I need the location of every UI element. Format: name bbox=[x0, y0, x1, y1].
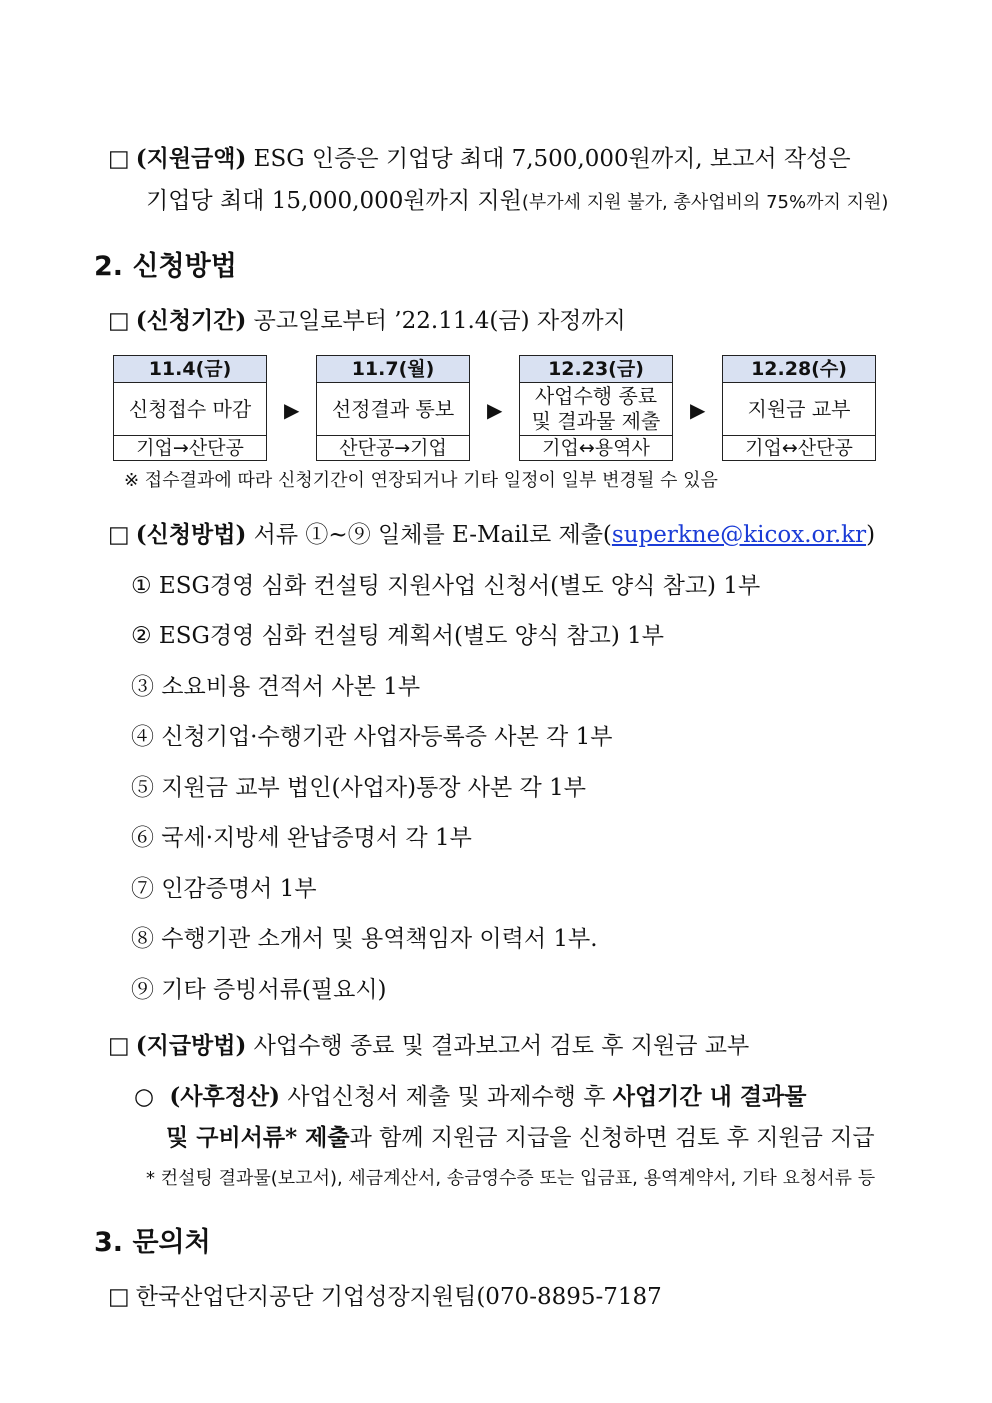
timeline-task: 지원금 교부 bbox=[747, 396, 851, 421]
checkbox-icon: □ bbox=[108, 146, 130, 172]
funding-line-1 bbox=[108, 140, 851, 173]
timeline-step-2 bbox=[316, 355, 470, 461]
document-item: ④ 신청기업·수행기관 사업자등록증 사본 각 1부 bbox=[131, 724, 613, 750]
funding-text-2: 기업당 최대 15,000,000원까지 지원 bbox=[146, 188, 522, 214]
period-label: (신청기간) bbox=[135, 307, 247, 334]
method-line bbox=[108, 516, 875, 549]
settlement-bold-2: 및 구비서류* 제출 bbox=[166, 1124, 350, 1151]
contact-text: 한국산업단지공단 기업성장지원팀(070-8895-7187 bbox=[135, 1284, 662, 1310]
checkbox-icon: □ bbox=[108, 308, 130, 334]
method-text: 서류 ①~⑨ 일체를 E-Mail로 제출( bbox=[246, 522, 612, 548]
timeline-date: 12.28(수) bbox=[723, 356, 875, 383]
method-close: ) bbox=[866, 522, 876, 548]
arrow-right-icon: ▶ bbox=[284, 398, 300, 422]
timeline-step-4 bbox=[722, 355, 876, 461]
timeline-date: 12.23(금) bbox=[520, 356, 672, 383]
timeline-task: 선정결과 통보 bbox=[331, 396, 455, 421]
document-item: ⑨ 기타 증빙서류(필요시) bbox=[131, 977, 387, 1003]
arrow-right-icon: ▶ bbox=[690, 398, 706, 422]
timeline-task: 사업수행 종료 및 결과물 제출 bbox=[531, 384, 661, 433]
document-item: ① ESG경영 심화 컨설팅 지원사업 신청서(별도 양식 참고) 1부 bbox=[131, 573, 761, 599]
settlement-label: (사후정산) bbox=[169, 1083, 281, 1110]
method-label: (신청방법) bbox=[135, 521, 247, 548]
funding-note: (부가세 지원 불가, 총사업비의 75%까지 지원) bbox=[521, 192, 889, 213]
arrow-right-icon: ▶ bbox=[487, 398, 503, 422]
timeline-step-3 bbox=[519, 355, 673, 461]
timeline-note: ※ 접수결과에 따라 신청기간이 연장되거나 기타 일정이 일부 변경될 수 있음 bbox=[124, 470, 718, 491]
checkbox-icon: □ bbox=[108, 1033, 130, 1059]
checkbox-icon: □ bbox=[108, 522, 130, 548]
timeline-date: 11.7(월) bbox=[317, 356, 469, 383]
document-item: ⑦ 인감증명서 1부 bbox=[131, 876, 317, 902]
bullet-icon: ○ bbox=[134, 1084, 155, 1110]
payment-text: 사업수행 종료 및 결과보고서 검토 후 지원금 교부 bbox=[246, 1033, 750, 1059]
payment-line bbox=[108, 1027, 749, 1060]
payment-label: (지급방법) bbox=[135, 1032, 247, 1059]
document-item: ⑤ 지원금 교부 법인(사업자)통장 사본 각 1부 bbox=[131, 775, 586, 801]
settlement-footnote: * 컨설팅 결과물(보고서), 세금계산서, 송금영수증 또는 입금표, 용역계약서, 기타 요청서류 등 bbox=[146, 1168, 876, 1189]
timeline-flow: 기업↔산단공 bbox=[723, 435, 875, 462]
email-link[interactable]: superkne@kicox.or.kr bbox=[611, 522, 867, 548]
timeline-flow: 기업→산단공 bbox=[114, 435, 266, 462]
funding-text-1: ESG 인증은 기업당 최대 7,500,000원까지, 보고서 작성은 bbox=[246, 146, 851, 172]
settlement-line-2 bbox=[166, 1119, 875, 1152]
timeline-step-1 bbox=[113, 355, 267, 461]
document-item: ⑧ 수행기관 소개서 및 용역책임자 이력서 1부. bbox=[131, 926, 598, 952]
section-2-title: 2. 신청방법 bbox=[94, 251, 237, 282]
settlement-bold-1: 사업기간 내 결과물 bbox=[612, 1083, 807, 1110]
period-text: 공고일로부터 ’22.11.4(금) 자정까지 bbox=[246, 308, 626, 334]
checkbox-icon: □ bbox=[108, 1284, 130, 1310]
document-item: ② ESG경영 심화 컨설팅 계획서(별도 양식 참고) 1부 bbox=[131, 623, 665, 649]
funding-line-2 bbox=[146, 182, 888, 215]
funding-label: (지원금액) bbox=[135, 145, 247, 172]
settlement-line-1 bbox=[134, 1078, 807, 1111]
document-item: ⑥ 국세·지방세 완납증명서 각 1부 bbox=[131, 825, 472, 851]
section-3-title: 3. 문의처 bbox=[94, 1227, 211, 1258]
document-item: ③ 소요비용 견적서 사본 1부 bbox=[131, 674, 421, 700]
period-line bbox=[108, 302, 626, 335]
timeline-task: 신청접수 마감 bbox=[128, 396, 252, 421]
timeline-flow: 산단공→기업 bbox=[317, 435, 469, 462]
settlement-text-2: 과 함께 지원금 지급을 신청하면 검토 후 지원금 지급 bbox=[349, 1125, 875, 1151]
contact-line bbox=[108, 1278, 662, 1311]
timeline-date: 11.4(금) bbox=[114, 356, 266, 383]
timeline-flow: 기업↔용역사 bbox=[520, 435, 672, 462]
settlement-text-1: 사업신청서 제출 및 과제수행 후 bbox=[280, 1084, 613, 1110]
